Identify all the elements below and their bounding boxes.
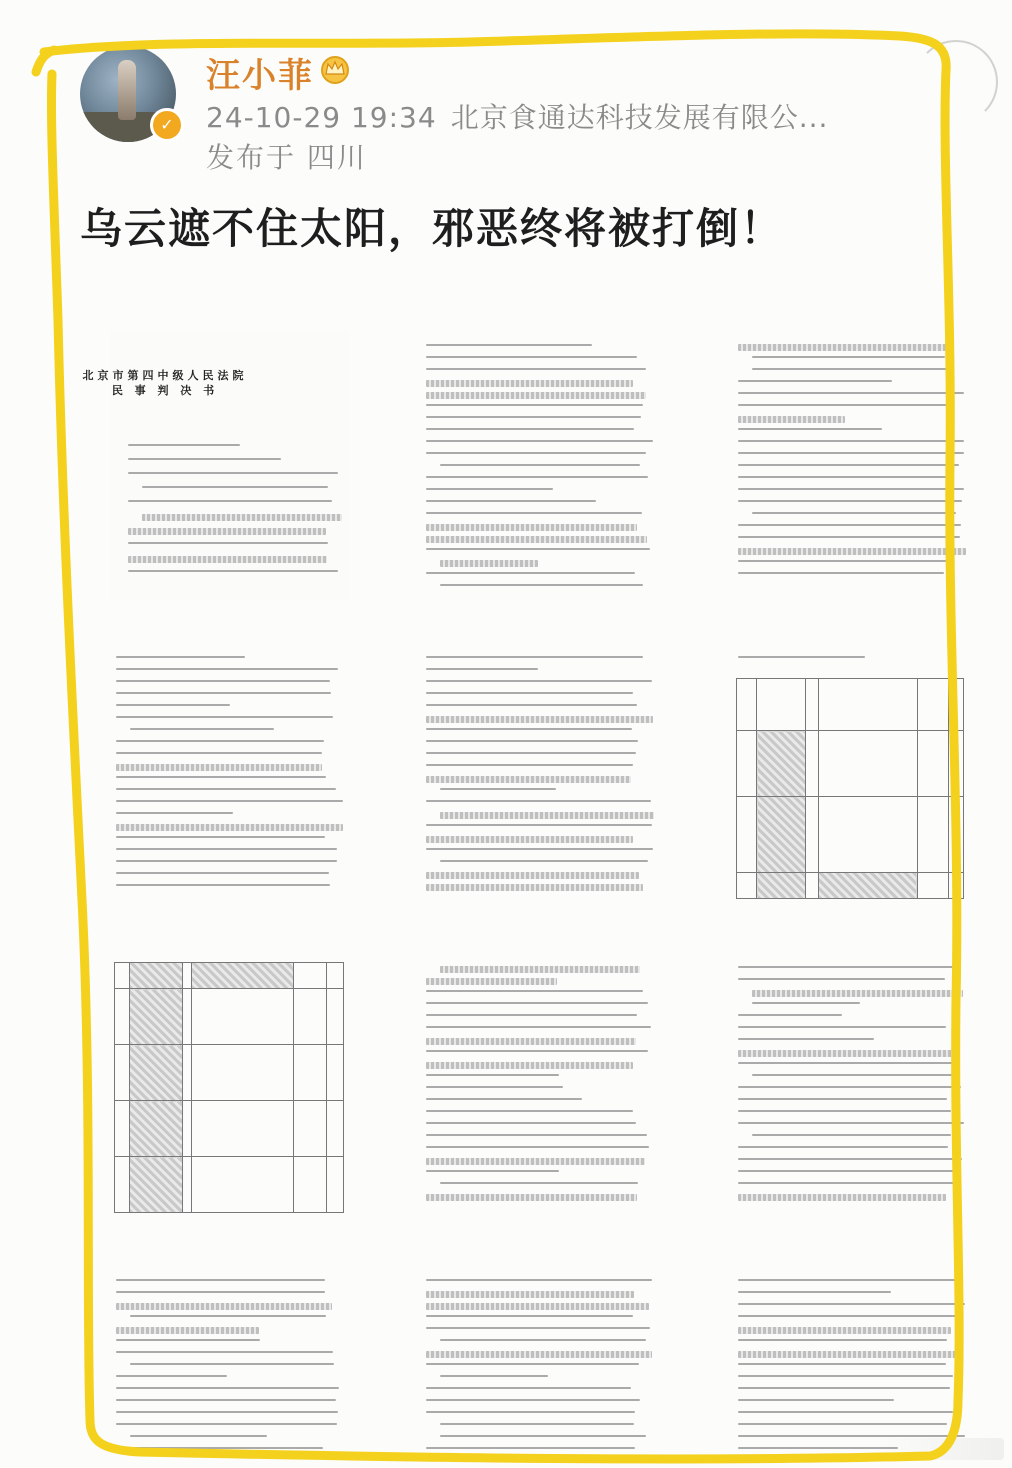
text-line	[752, 1074, 952, 1076]
text-line	[426, 1447, 635, 1449]
text-line	[426, 1086, 563, 1088]
text-line	[116, 872, 329, 874]
judgment-text-block	[738, 962, 966, 1207]
text-line	[738, 1110, 951, 1112]
text-line	[752, 1134, 951, 1136]
text-line	[738, 428, 882, 430]
text-line	[738, 1435, 965, 1437]
text-line	[738, 1339, 947, 1341]
text-line	[440, 1435, 646, 1437]
text-line	[738, 1122, 964, 1124]
judgment-text-block	[738, 1275, 966, 1460]
text-line	[440, 464, 640, 466]
text-line	[426, 1014, 637, 1016]
text-line	[116, 812, 233, 814]
text-line	[738, 488, 964, 490]
text-line	[738, 1315, 960, 1317]
judgment-text-block	[116, 1275, 344, 1460]
text-line	[116, 1387, 339, 1389]
text-line	[426, 800, 651, 802]
text-line	[426, 668, 538, 670]
text-line	[426, 1050, 648, 1052]
text-line	[738, 978, 945, 980]
text-line	[116, 1411, 338, 1413]
text-line	[128, 472, 338, 474]
text-line	[426, 1074, 559, 1076]
text-line	[426, 1134, 647, 1136]
text-line	[116, 716, 333, 718]
text-line	[426, 990, 643, 992]
text-line	[116, 836, 325, 838]
text-line	[426, 728, 632, 730]
evidence-table	[736, 678, 964, 899]
text-line	[426, 1158, 645, 1165]
text-line	[426, 752, 636, 754]
text-line	[426, 1026, 651, 1028]
text-line	[738, 452, 964, 454]
text-line	[426, 1399, 640, 1401]
text-line	[426, 836, 633, 843]
text-line	[738, 404, 951, 406]
text-line	[738, 416, 845, 423]
text-line	[128, 542, 328, 544]
text-line	[752, 1002, 860, 1004]
text-line	[738, 1351, 959, 1358]
text-line	[426, 572, 635, 574]
text-line	[738, 1146, 948, 1148]
judgment-text-block	[128, 440, 343, 582]
text-line	[130, 1363, 334, 1365]
text-line	[116, 752, 322, 754]
text-line	[752, 512, 956, 514]
text-line	[738, 1062, 958, 1064]
judgment-heading	[40, 368, 290, 398]
text-line	[738, 1399, 894, 1401]
text-line	[116, 824, 343, 831]
text-line	[426, 428, 634, 430]
text-line	[426, 704, 637, 706]
text-line	[426, 1327, 650, 1329]
vip-crown-icon	[318, 54, 352, 84]
text-line	[426, 1291, 634, 1298]
text-line	[142, 486, 328, 488]
text-line	[426, 500, 596, 502]
text-line	[116, 656, 245, 658]
text-line	[738, 1303, 965, 1305]
text-line	[426, 1411, 635, 1413]
text-line	[116, 848, 337, 850]
text-line	[426, 380, 633, 387]
text-line	[426, 1098, 582, 1100]
text-line	[116, 884, 330, 886]
text-line	[738, 392, 964, 394]
text-line	[426, 824, 652, 826]
text-line	[116, 740, 324, 742]
text-line	[116, 1339, 260, 1341]
judgment-text-block	[738, 652, 966, 672]
judgment-text-block	[116, 652, 344, 897]
text-line	[426, 1387, 631, 1389]
text-line	[116, 800, 343, 802]
text-line	[440, 966, 640, 973]
text-line	[440, 1423, 634, 1425]
text-line	[426, 776, 631, 783]
text-line	[116, 692, 331, 694]
text-line	[426, 978, 557, 985]
text-line	[116, 680, 330, 682]
text-line	[116, 1351, 333, 1353]
text-line	[738, 1327, 951, 1334]
text-line	[426, 716, 653, 723]
text-line	[738, 1170, 960, 1172]
watermark	[874, 1438, 1004, 1460]
post-location: 发布于 四川	[206, 141, 367, 174]
text-line	[426, 884, 643, 891]
text-line	[426, 1002, 648, 1004]
text-line	[426, 1363, 639, 1365]
text-line	[128, 444, 240, 446]
text-line	[426, 692, 633, 694]
text-line	[116, 1399, 336, 1401]
text-line	[738, 1086, 961, 1088]
post-text: 乌云遮不住太阳，邪恶终将被打倒！	[80, 204, 785, 253]
text-line	[738, 1279, 961, 1281]
text-line	[426, 452, 646, 454]
judgment-text-block	[426, 340, 654, 598]
judgment-text-block	[426, 962, 654, 1207]
text-line	[426, 1303, 649, 1310]
text-line	[426, 1315, 633, 1317]
text-line	[128, 458, 281, 460]
verified-badge-icon: ✓	[150, 108, 184, 142]
text-line	[426, 848, 653, 850]
text-line	[116, 860, 337, 862]
evidence-table-continued	[114, 962, 344, 1213]
text-line	[426, 656, 643, 658]
text-line	[738, 656, 865, 658]
text-line	[426, 764, 633, 766]
text-line	[130, 728, 274, 730]
text-line	[426, 1279, 652, 1281]
text-line	[738, 464, 959, 466]
text-line	[440, 860, 648, 862]
text-line	[426, 476, 648, 478]
text-line	[116, 668, 338, 670]
text-line	[426, 1038, 636, 1045]
text-line	[738, 1194, 946, 1201]
text-line	[426, 740, 638, 742]
text-line	[116, 776, 326, 778]
judgment-text-block	[738, 340, 966, 588]
text-line	[130, 1315, 326, 1317]
text-line	[128, 556, 327, 563]
text-line	[738, 572, 944, 574]
post-timestamp: 24-10-29 19:34	[206, 101, 437, 134]
text-line	[752, 368, 947, 370]
text-line	[738, 1411, 953, 1413]
judgment-text-block	[426, 1275, 654, 1460]
text-line	[738, 1423, 947, 1425]
text-line	[116, 1327, 259, 1334]
text-line	[426, 548, 650, 550]
text-line	[426, 1110, 633, 1112]
text-line	[738, 560, 947, 562]
text-line	[738, 344, 950, 351]
text-line	[130, 1435, 267, 1437]
text-line	[440, 788, 556, 790]
text-line	[752, 356, 945, 358]
text-line	[116, 704, 230, 706]
text-line	[116, 1375, 227, 1377]
text-line	[116, 1279, 325, 1281]
text-line	[116, 1423, 337, 1425]
text-line	[738, 1291, 891, 1293]
text-line	[440, 1339, 646, 1341]
text-line	[426, 488, 553, 490]
text-line	[116, 1291, 325, 1293]
text-line	[440, 1182, 638, 1184]
text-line	[426, 1170, 559, 1172]
text-line	[738, 536, 960, 538]
text-line	[128, 570, 338, 572]
text-line	[128, 528, 326, 535]
text-line	[426, 416, 641, 418]
text-line	[440, 560, 538, 567]
text-line	[116, 764, 322, 771]
text-line	[738, 476, 953, 478]
text-line	[426, 680, 652, 682]
text-line	[738, 500, 962, 502]
text-line	[738, 1098, 947, 1100]
text-line	[738, 1026, 946, 1028]
text-line	[738, 1375, 953, 1377]
text-line	[426, 368, 646, 370]
text-line	[738, 1014, 842, 1016]
text-line	[440, 1375, 548, 1377]
username[interactable]: 汪小菲	[206, 56, 314, 96]
text-line	[440, 584, 643, 586]
avatar-person	[118, 60, 136, 120]
text-line	[116, 1303, 332, 1310]
text-line	[738, 548, 966, 555]
text-line	[738, 524, 961, 526]
text-line	[426, 404, 643, 406]
text-line	[426, 1351, 652, 1358]
text-line	[752, 990, 963, 997]
court-name: 北京市第四中级人民法院	[82, 369, 248, 382]
text-line	[738, 1158, 962, 1160]
text-line	[426, 536, 647, 543]
text-line	[738, 1387, 950, 1389]
text-line	[738, 1050, 959, 1057]
text-line	[128, 500, 332, 502]
more-menu-icon[interactable]	[914, 40, 998, 124]
text-line	[426, 524, 637, 531]
text-line	[738, 380, 892, 382]
text-line	[738, 966, 960, 968]
text-line	[440, 812, 654, 819]
text-line	[116, 788, 336, 790]
text-line	[738, 1038, 874, 1040]
text-line	[738, 1363, 946, 1365]
text-line	[738, 1182, 957, 1184]
text-line	[426, 392, 646, 399]
text-line	[142, 514, 342, 521]
text-line	[426, 1194, 637, 1201]
post-source[interactable]: 北京食通达科技发展有限公...	[450, 101, 829, 134]
text-line	[426, 1062, 633, 1069]
text-line	[426, 1122, 636, 1124]
text-line	[426, 512, 642, 514]
judgment-type: 民 事 判 决 书	[111, 384, 219, 397]
text-line	[116, 1447, 323, 1449]
text-line	[426, 440, 653, 442]
text-line	[426, 1146, 649, 1148]
text-line	[738, 440, 964, 442]
judgment-text-block	[426, 652, 654, 897]
post-meta	[206, 96, 828, 136]
text-line	[426, 356, 637, 358]
text-line	[426, 872, 639, 879]
text-line	[426, 344, 592, 346]
